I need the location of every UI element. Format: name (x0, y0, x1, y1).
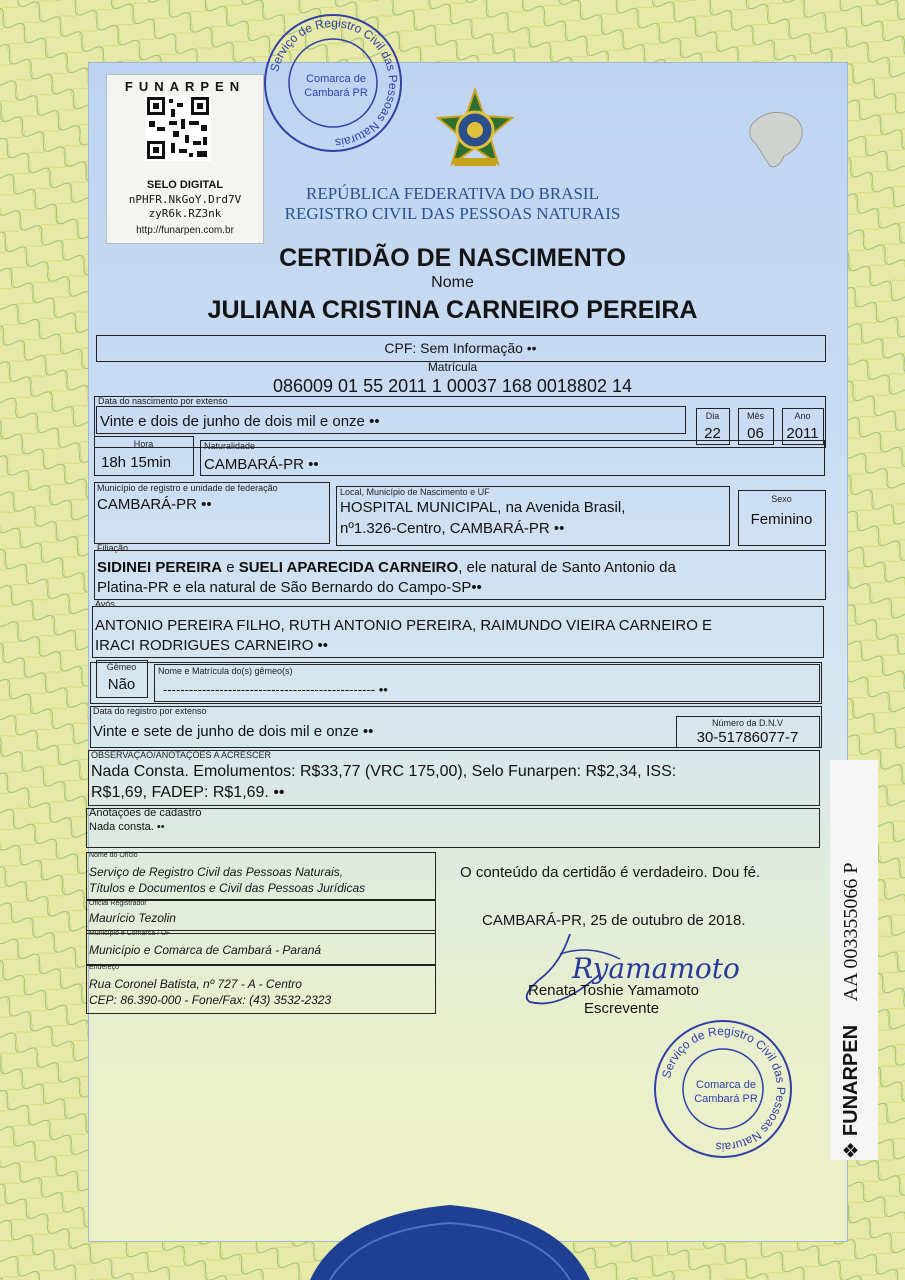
avos-label: Avós (95, 599, 115, 609)
dnv-label: Número da D.N.V (711, 718, 784, 728)
gemeo-names-box (154, 664, 820, 702)
filiacao-line2: Platina-PR e ela natural de São Bernardo do Campo-SP•• (97, 579, 482, 596)
dnv-box (676, 716, 820, 748)
seal-code-line1: nPHFR.NkGoY.Drd7V (128, 193, 242, 206)
stamp-top-inner2: Cambará PR (304, 87, 368, 99)
registro-label: Data do registro por extenso (93, 706, 207, 716)
oficio-line2: Títulos e Documentos e Civil das Pessoas Jurídicas (89, 881, 366, 895)
gemeo-value: Não (107, 676, 136, 693)
side-strip-text (838, 760, 868, 1163)
birth-label: Data do nascimento por extenso (98, 396, 228, 406)
avos-line1: ANTONIO PEREIRA FILHO, RUTH ANTONIO PEREIRA, RAIMUNDO VIEIRA CARNEIRO E (95, 617, 713, 634)
day-label: Dia (705, 411, 720, 421)
filiacao-box (94, 543, 826, 600)
signer-name: Renata Toshie Yamamoto (528, 982, 699, 999)
header-republic: REPÚBLICA FEDERATIVA DO BRASIL (306, 184, 599, 203)
seal-url: http://funarpen.com.br (136, 225, 234, 236)
stamp-top-inner1: Comarca de (306, 73, 366, 85)
sexo-label: Sexo (771, 494, 792, 504)
bottom-blue-seal (300, 1195, 600, 1280)
local-line1: HOSPITAL MUNICIPAL, na Avenida Brasil, (340, 499, 626, 516)
endereco-line1: Rua Coronel Batista, nº 727 - A - Centro (89, 977, 302, 991)
registry-stamp-top (258, 8, 408, 158)
year-value: 2011 (786, 425, 819, 442)
birth-extenso: Vinte e dois de junho de dois mil e onze •• (100, 413, 380, 430)
naturalidade-value: CAMBARÁ-PR •• (204, 456, 319, 473)
name-label: Nome (431, 274, 474, 291)
seal-title: SELO DIGITAL (146, 179, 224, 191)
avos-box (92, 599, 824, 658)
cpf-value: CPF: Sem Informação •• (384, 340, 537, 356)
mother-name: SUELI APARECIDA CARNEIRO (238, 559, 459, 576)
hora-box (94, 436, 194, 476)
gemeo-box (96, 660, 148, 698)
naturalidade-label: Naturalidade (204, 441, 256, 451)
signature-script: Ryamamoto (572, 952, 740, 985)
qr-code-icon (145, 95, 211, 161)
anotacoes-label: Anotações de cadastro (89, 807, 202, 819)
sexo-box (738, 490, 826, 546)
observacao-line1: Nada Consta. Emolumentos: R$33,77 (VRC 175,00), Selo Funarpen: R$2,34, ISS: (91, 763, 677, 780)
registro-value: Vinte e sete de junho de dois mil e onze •• (93, 723, 374, 740)
hora-label: Hora (133, 439, 154, 449)
father-name: SIDINEI PEREIRA (97, 559, 223, 576)
filiacao-label: Filiação (97, 543, 129, 553)
coat-of-arms-icon (434, 88, 516, 174)
hora-value: 18h 15min (101, 454, 172, 471)
comarca-label: Município e Comarca / UF (89, 930, 171, 937)
oficio-line1: Serviço de Registro Civil das Pessoas Naturais, (89, 865, 344, 879)
comarca-value: Município e Comarca de Cambará - Paraná (89, 943, 322, 957)
dnv-value: 30-51786077-7 (696, 729, 799, 746)
comarca-box (86, 930, 436, 966)
seal-code-line2: zyR6k.RZ3nk (148, 207, 222, 220)
gemeo-label: Gêmeo (106, 662, 137, 672)
stamp-bottom-inner1: Comarca de (696, 1079, 756, 1091)
registry-stamp-bottom (650, 1016, 796, 1162)
filiacao-rest: , ele natural de Santo Antonio da (458, 559, 676, 576)
endereco-line2: CEP: 86.390-000 - Fone/Fax: (43) 3532-2323 (89, 993, 332, 1007)
endereco-label: Endereço (89, 964, 119, 971)
side-serial: AA 003355066 P (840, 862, 862, 1002)
filiacao-conj: e (222, 559, 239, 576)
anotacoes-value: Nada consta. •• (89, 821, 165, 833)
oficio-label: Nome do Ofício (89, 852, 138, 859)
observacao-line2: R$1,69, FADEP: R$1,69. •• (91, 784, 285, 801)
month-label: Mês (746, 411, 764, 421)
municipio-label: Município de registro e unidade de federação (97, 483, 278, 493)
gemeo-names-label: Nome e Matrícula do(s) gêmeo(s) (158, 666, 293, 676)
stamp-top-ring: Serviço de Registro Civil das Pessoas Naturais (267, 15, 401, 151)
document-title: CERTIDÃO DE NASCIMENTO (279, 244, 626, 272)
municipio-box (94, 482, 330, 544)
brazil-map-icon (742, 104, 812, 174)
registrant-name: JULIANA CRISTINA CARNEIRO PEREIRA (207, 296, 698, 324)
month-value: 06 (747, 425, 764, 442)
local-line2: nº1.326-Centro, CAMBARÁ-PR •• (340, 520, 565, 537)
gemeo-names-value: ------------------------------------------------- •• (163, 682, 388, 697)
local-label: Local, Município de Nascimento e UF (340, 487, 490, 497)
year-label: Ano (794, 411, 811, 421)
matricula-value: 086009 01 55 2011 1 00037 168 0018802 14 (272, 376, 632, 396)
stamp-bottom-inner2: Cambará PR (694, 1093, 758, 1105)
avos-line2: IRACI RODRIGUES CARNEIRO •• (95, 637, 329, 654)
cpf-box (96, 335, 826, 362)
day-value: 22 (704, 425, 721, 442)
naturalidade-box (200, 440, 825, 476)
truth-statement: O conteúdo da certidão é verdadeiro. Dou fé. (460, 864, 761, 881)
oficio-box (86, 852, 436, 900)
oficial-label: Oficial Registrador (89, 900, 147, 907)
endereco-box (86, 964, 436, 1014)
stamp-bottom-ring: Serviço de Registro Civil das Pessoas Naturais (659, 1023, 789, 1155)
anotacoes-box (86, 808, 820, 848)
sexo-value: Feminino (750, 511, 813, 528)
municipio-value: CAMBARÁ-PR •• (97, 496, 212, 513)
header-registry: REGISTRO CIVIL DAS PESSOAS NATURAIS (284, 204, 621, 223)
funarpen-logo-icon: ❖ (841, 1140, 860, 1163)
local-box (336, 486, 730, 546)
place-date: CAMBARÁ-PR, 25 de outubro de 2018. (482, 912, 746, 929)
signer-role: Escrevente (584, 1000, 660, 1017)
seal-brand: FUNARPEN (124, 79, 246, 94)
side-brand: FUNARPEN (840, 1024, 862, 1137)
observacao-label: OBSERVAÇÃO/ANOTAÇÕES A ACRESCER (91, 750, 272, 760)
oficial-box (86, 900, 436, 934)
oficial-value: Maurício Tezolin (89, 911, 176, 925)
observacao-box (88, 750, 820, 806)
matricula-label: Matrícula (427, 360, 478, 374)
